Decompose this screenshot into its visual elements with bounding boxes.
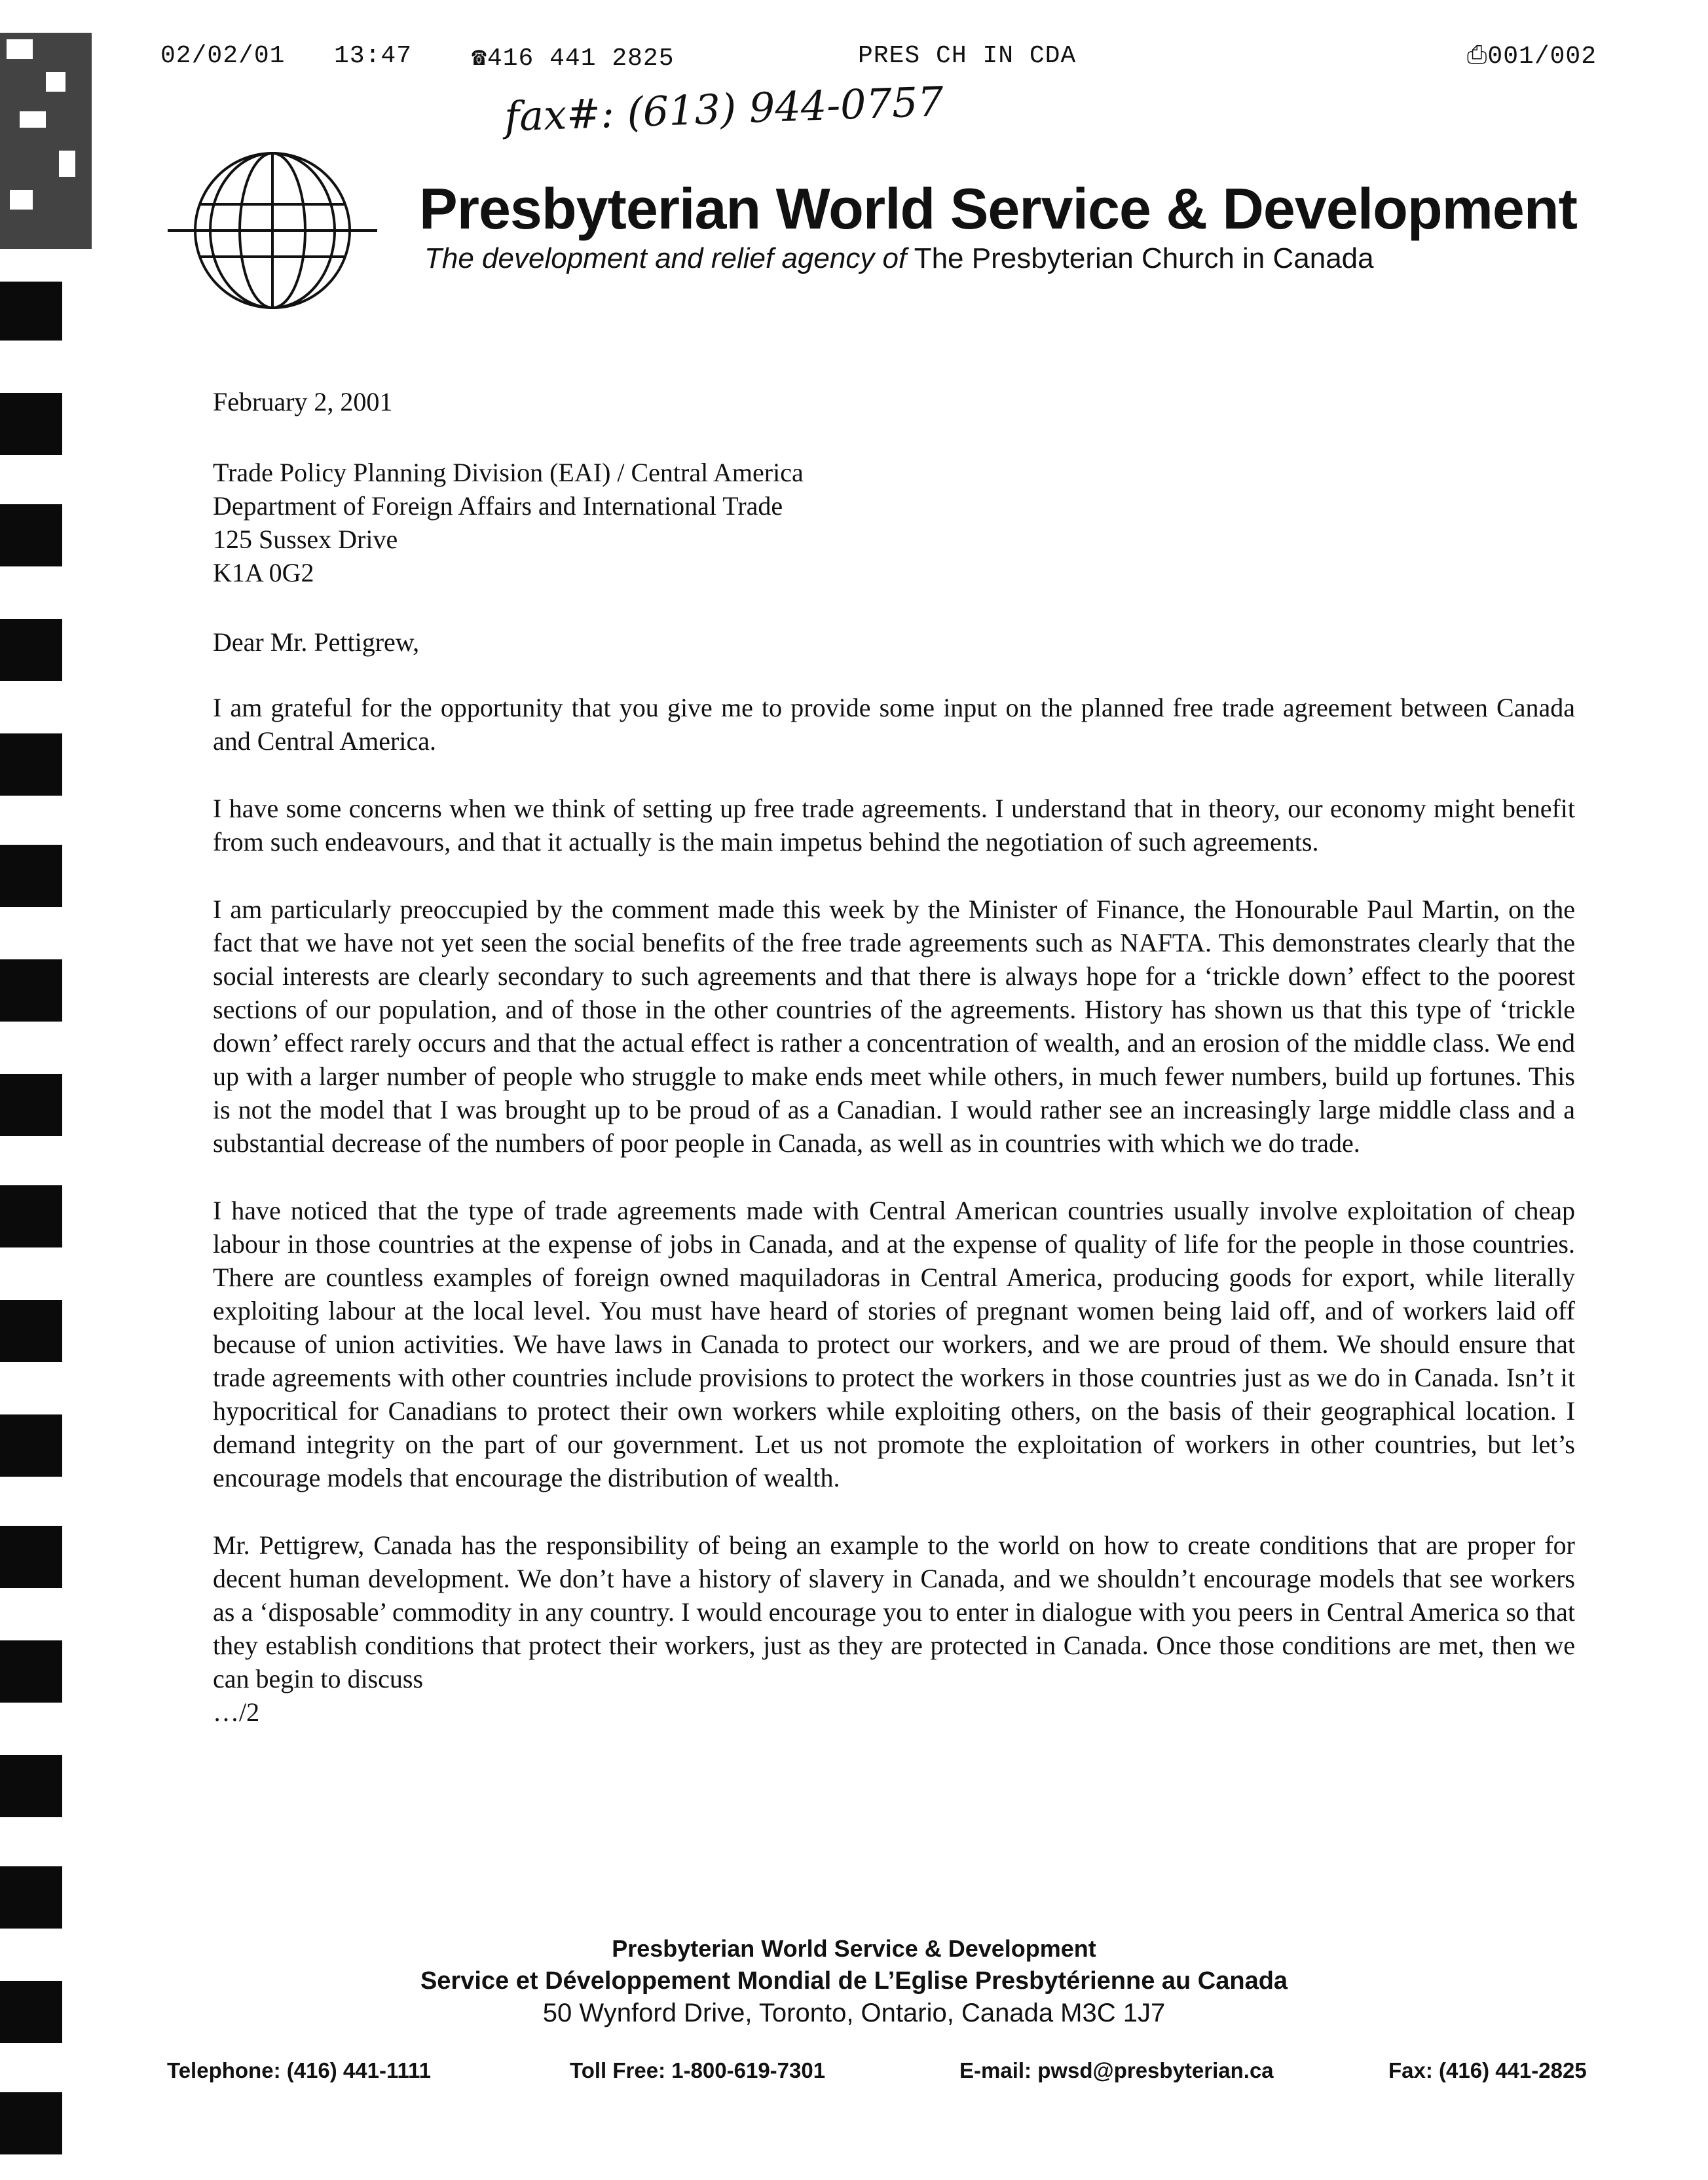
paragraph-3: I am particularly preoccupied by the comment made this week by the Minister of Finance, the Honourable Paul Martin, on the fact that we have not yet seen the social benefits of the free trade agreements such as NAFTA. This demonstrates clearly that the social interests are clearly secondary to such agreements and that there is always hope for a ‘trickle down’ effect to the poorest sections of our population, and of those in the other countries of the agreements. History has shown us that this type of ‘trickle down’ effect rarely occurs and that the actual effect is rather a concentration of wealth, and an erosion of the middle class. We end up with a larger number of people who struggle to make ends meet while others, in much fewer numbers, build up fortunes. This is not the model that I was brought up to be proud of as a Canadian. I would rather see an increasingly large middle class and a substantial decrease of the numbers of poor people in Canada, as well as in countries with which we do trade. (213, 895, 1575, 1158)
recipient-address (213, 456, 1575, 589)
footer-org-name-french: Service et Développement Mondial de L’Eglise Presbytérienne au Canada (420, 1967, 1288, 1995)
address-line: Trade Policy Planning Division (EAI) / Central America (213, 458, 804, 487)
globe-logo-icon (168, 145, 377, 316)
fax-icon: ⎙ (1467, 43, 1488, 71)
paragraph-4: I have noticed that the type of trade agreements made with Central American countries usually involve exploitation of cheap labour in those countries at the expense of jobs in Canada, and at the expense of quality of life for the people in those countries. There are countless examples of foreign owned maquiladoras in Central America, producing goods for export, while literally exploiting labour at the local level. You must have heard of stories of pregnant women being laid off, and of workers laid off because of union activities. We have laws in Canada to protect our workers, and we are proud of them. We should ensure that trade agreements with other countries include provisions to protect the workers in those countries just as we do in Canada. Isn’t it hypocritical for Canadians to protect their own workers while exploiting others, on the basis of their geographical location. I demand integrity on the part of our government. Let us not promote the exploitation of workers in other countries, but let’s encourage models that encourage the distribution of wealth. (213, 1196, 1575, 1492)
continued-marker: …/2 (213, 1697, 260, 1727)
fax-phone: ☎416 441 2825 (472, 45, 675, 73)
footer-email: E-mail: pwsd@presbyterian.ca (959, 2058, 1274, 2082)
org-title: Presbyterian World Service & Development (419, 176, 1577, 241)
paragraph-5: Mr. Pettigrew, Canada has the responsibility of being an example to the world on how to create conditions that are proper for decent human development. We don’t have a history of slavery in Canada, and we shouldn’t encourage models that see workers as a ‘disposable’ commodity in any country. I would encourage you to enter in dialogue with you peers in Central America so that they establish conditions that protect their workers, just as they are protected in Canada. Once those conditions are met, then we can begin to discuss (213, 1530, 1575, 1693)
footer-address: 50 Wynford Drive, Toronto, Ontario, Canada M3C 1J7 (542, 1999, 1166, 2027)
salutation: Dear Mr. Pettigrew, (213, 627, 420, 657)
address-line: Department of Foreign Affairs and International Trade (213, 491, 783, 521)
paragraph-1: I am grateful for the opportunity that you give me to provide some input on the planned free trade agreement between Canada and Central America. (213, 693, 1575, 756)
footer-telephone: Telephone: (416) 441-1111 (167, 2058, 431, 2082)
tagline-italic: The development and relief agency of (424, 242, 907, 274)
binding-holes (0, 0, 105, 2180)
footer-toll-free: Toll Free: 1-800-619-7301 (570, 2058, 826, 2082)
handwritten-fax-number: fax#: (613) 944-0757 (503, 77, 944, 141)
tagline-church: The Presbyterian Church in Canada (914, 242, 1374, 274)
address-line: 125 Sussex Drive (213, 525, 398, 554)
address-line: K1A 0G2 (213, 558, 314, 587)
letter-body (213, 691, 1575, 1729)
footer-fax: Fax: (416) 441-2825 (1388, 2058, 1587, 2082)
fax-sender-id: PRES CH IN CDA (858, 42, 1077, 70)
fax-page-number: ⎙001/002 (1467, 43, 1597, 71)
footer-org-name: Presbyterian World Service & Development (612, 1935, 1096, 1962)
fax-time: 13:47 (334, 42, 413, 70)
phone-icon: ☎ (472, 45, 487, 73)
org-tagline (424, 242, 1374, 275)
fax-date: 02/02/01 (160, 42, 286, 70)
paragraph-2: I have some concerns when we think of setting up free trade agreements. I understand that in theory, our economy might benefit from such endeavours, and that it actually is the main impetus behind the negotiation of such agreements. (213, 794, 1575, 857)
letter-date: February 2, 2001 (213, 387, 393, 416)
